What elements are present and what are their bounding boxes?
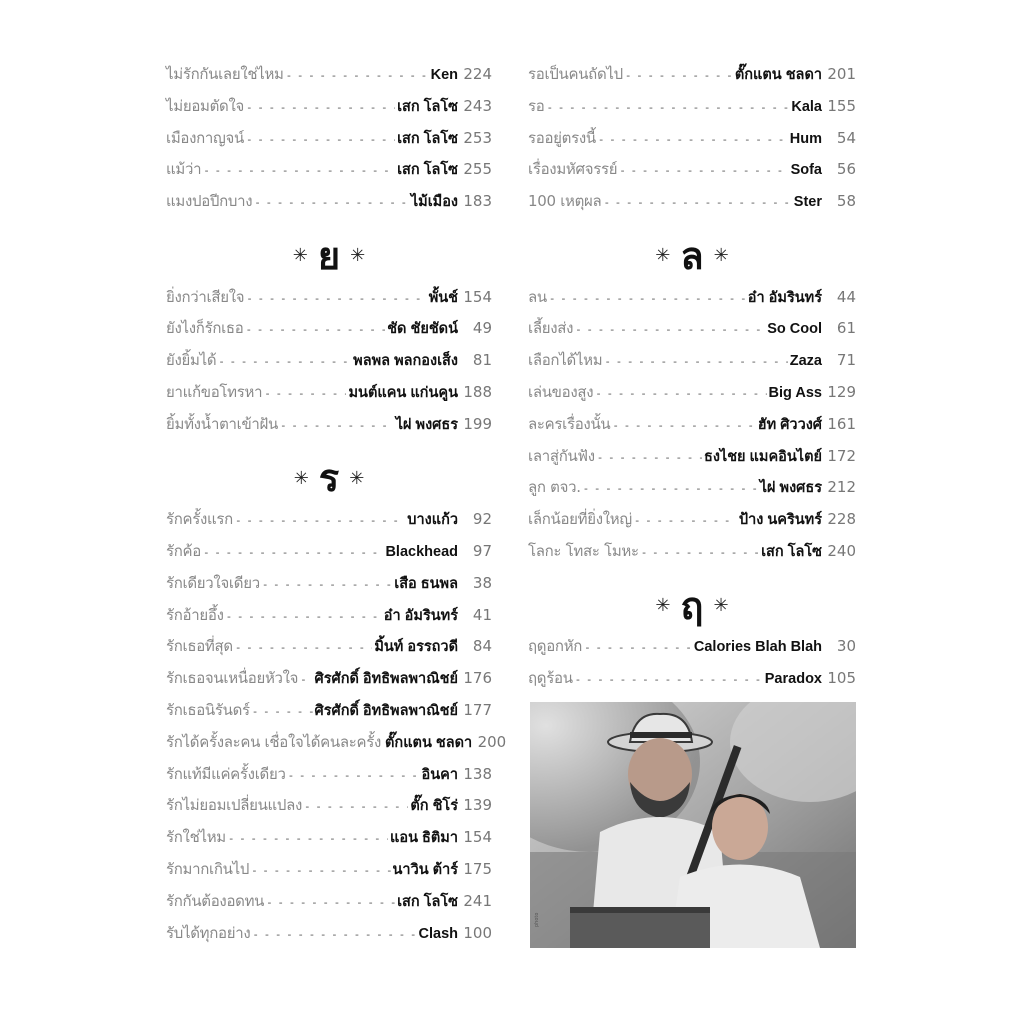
song-title: เมืองกาญจน์ <box>166 128 244 147</box>
dot-leader <box>280 419 394 432</box>
page-number: 200 <box>477 732 507 751</box>
song-title: ลน <box>528 287 547 306</box>
song-title: รออยู่ตรงนี้ <box>528 128 596 147</box>
dot-leader <box>288 769 420 782</box>
dot-leader <box>235 641 372 654</box>
asterisk-icon: ✳ <box>655 595 671 617</box>
artist-name: Ken <box>430 67 458 83</box>
page-number: 212 <box>827 478 856 497</box>
dot-leader <box>228 832 388 845</box>
dot-leader <box>226 610 382 623</box>
page-number: 38 <box>472 573 492 592</box>
dot-leader <box>286 69 429 82</box>
song-title: ฤดูอกหัก <box>528 637 583 656</box>
dot-leader <box>575 323 765 336</box>
song-entry <box>528 634 856 666</box>
song-title: รอ <box>528 96 545 115</box>
artist-name: ศิรศักดิ์ อิทธิพลพาณิชย์ <box>314 671 458 688</box>
page-number: 228 <box>827 510 856 529</box>
artist-name: Blackhead <box>385 543 458 560</box>
song-entry <box>166 698 492 730</box>
song-title: รักใช่ไหม <box>166 828 226 847</box>
dot-leader <box>597 451 702 464</box>
song-entry <box>166 380 492 412</box>
song-title: ไม่ยอมตัดใจ <box>166 96 245 115</box>
dot-leader <box>264 387 346 400</box>
artist-name: ป้าง นครินทร์ <box>738 512 822 529</box>
page-number: 84 <box>472 637 492 656</box>
artist-name: อินคา <box>421 766 458 783</box>
page-number: 188 <box>463 382 492 401</box>
dot-leader <box>598 133 788 146</box>
artist-name: Big Ass <box>768 384 822 401</box>
song-entry <box>528 157 856 189</box>
artist-name: เสก โลโซ <box>397 162 458 179</box>
artist-name: ไผ่ พงศธร <box>759 480 822 497</box>
dot-leader <box>304 800 408 813</box>
artist-name: ศิรศักดิ์ อิทธิพลพาณิชย์ <box>314 702 458 719</box>
song-title: รักค้อ <box>166 541 201 560</box>
dot-leader <box>246 292 426 305</box>
song-title: เลือกได้ไหม <box>528 351 603 370</box>
artist-name: ฮัท ศิววงศ์ <box>757 416 822 433</box>
dot-leader <box>252 928 416 941</box>
page-number: 176 <box>463 669 492 688</box>
artist-name: Paradox <box>764 671 822 688</box>
song-entry <box>528 444 856 476</box>
dot-leader <box>218 355 351 368</box>
dot-leader <box>634 514 737 527</box>
page-number: 243 <box>463 96 492 115</box>
dot-leader <box>619 164 788 177</box>
song-entry <box>166 348 492 380</box>
song-entry <box>528 412 856 444</box>
dot-leader <box>251 864 390 877</box>
song-entry <box>166 157 492 189</box>
song-entry <box>528 666 856 698</box>
section-letter: ล <box>680 233 704 278</box>
page-number: 129 <box>827 382 856 401</box>
page-number: 253 <box>463 128 492 147</box>
song-title: ฤดูร้อน <box>528 669 573 688</box>
page-number: 183 <box>463 192 492 211</box>
artist-name: เสือ ธนพล <box>394 575 458 592</box>
song-entry <box>528 94 856 126</box>
page-number: 161 <box>827 414 856 433</box>
page-number: 58 <box>836 192 856 211</box>
song-title: ลูก ตจว. <box>528 478 581 497</box>
artist-name: เสก โลโซ <box>761 543 822 560</box>
song-entry <box>166 603 492 635</box>
asterisk-icon: ✳ <box>713 245 729 267</box>
song-title: เลาสู่กันฟัง <box>528 446 595 465</box>
page-number: 154 <box>463 287 492 306</box>
song-entry <box>166 889 492 921</box>
section-header <box>166 444 492 508</box>
song-title: รักกันต้องอดทน <box>166 891 265 910</box>
song-title: แม้ว่า <box>166 160 202 179</box>
artist-name: มิ้นท์ อรรถวดี <box>374 639 458 656</box>
dot-leader <box>584 641 692 654</box>
dot-leader <box>612 419 755 432</box>
page-number: 44 <box>836 287 856 306</box>
dot-leader <box>246 323 386 336</box>
dot-leader <box>262 578 392 591</box>
page-number: 240 <box>827 541 856 560</box>
section-letter: ฤ <box>680 583 704 628</box>
song-title: ไม่รักกันเลยใช่ไหม <box>166 65 284 83</box>
page-number: 224 <box>463 65 492 83</box>
song-title: รักแท้มีแค่ครั้งเดียว <box>166 764 286 783</box>
page-number: 41 <box>472 605 492 624</box>
right-column <box>528 62 856 698</box>
song-entry <box>528 189 856 221</box>
artist-name: นาวิน ต้าร์ <box>392 861 458 878</box>
page-number: 175 <box>463 859 492 878</box>
dot-leader <box>254 196 409 209</box>
artist-name: ตั๊กแตน ชลดา <box>734 67 822 83</box>
page-number: 241 <box>463 891 492 910</box>
page-number: 49 <box>472 319 492 338</box>
dot-leader <box>549 292 746 305</box>
page-number: 172 <box>827 446 856 465</box>
artist-name: อ๋า อัมรินทร์ <box>747 289 822 306</box>
dot-leader <box>604 355 787 368</box>
song-entry <box>528 475 856 507</box>
artist-name: พั้นช์ <box>428 289 458 306</box>
asterisk-icon: ✳ <box>293 467 309 489</box>
song-title: รับได้ทุกอย่าง <box>166 923 251 942</box>
song-title: เรื่องมหัศจรรย์ <box>528 160 618 179</box>
song-entry <box>166 571 492 603</box>
section-letter: ร <box>318 456 340 501</box>
dot-leader <box>625 69 733 82</box>
artist-name: เสก โลโซ <box>397 98 458 115</box>
dot-leader <box>203 164 395 177</box>
song-title: รักไม่ยอมเปลี่ยนแปลง <box>166 796 303 815</box>
dot-leader <box>246 101 395 114</box>
artist-name: อ๋า อัมรินทร์ <box>383 607 458 624</box>
song-entry <box>166 793 492 825</box>
page-number: 201 <box>827 65 856 83</box>
page-number: 56 <box>836 160 856 179</box>
dot-leader <box>583 482 758 495</box>
song-title: รักครั้งแรก <box>166 510 233 529</box>
dot-leader <box>595 387 766 400</box>
artist-name: ตั๊กแตน ชลดา <box>385 734 473 751</box>
song-title: รักอ้ายอึ้ง <box>166 605 224 624</box>
song-entry <box>528 62 856 94</box>
song-title: รักเธอที่สุด <box>166 637 233 656</box>
page-number: 81 <box>472 351 492 370</box>
artist-name: Kala <box>791 98 822 115</box>
artist-name: So Cool <box>767 321 822 338</box>
song-title: รักได้ครั้งละคน เชื่อใจได้คนละครั้ง <box>166 732 382 751</box>
page-number: 97 <box>472 541 492 560</box>
artist-name: Zaza <box>789 353 822 370</box>
song-entry <box>166 285 492 317</box>
song-title: โลกะ โทสะ โมหะ <box>528 541 639 560</box>
left-column <box>166 62 507 952</box>
asterisk-icon: ✳ <box>350 245 366 267</box>
asterisk-icon: ✳ <box>349 467 365 489</box>
song-entry <box>166 666 492 698</box>
artist-name: มนต์แคน แก่นคูน <box>348 384 458 401</box>
song-title: เล็กน้อยที่ยิ่งใหญ่ <box>528 510 632 529</box>
asterisk-icon: ✳ <box>713 595 729 617</box>
artist-name: เสก โลโซ <box>397 893 458 910</box>
song-title: รอเป็นคนถัดไป <box>528 65 623 83</box>
song-entry <box>166 634 492 666</box>
photo-illustration <box>530 702 856 948</box>
song-title: ยิ้มทั้งน้ำตาเข้าฝัน <box>166 414 278 433</box>
dot-leader <box>252 705 313 718</box>
artist-name: ชัด ชัยชัดน์ <box>387 321 458 338</box>
asterisk-icon: ✳ <box>655 245 671 267</box>
page-number: 105 <box>827 669 856 688</box>
song-entry <box>166 762 492 794</box>
song-entry <box>528 348 856 380</box>
song-entry <box>166 507 492 539</box>
song-entry <box>528 126 856 158</box>
page-number: 154 <box>463 828 492 847</box>
song-entry <box>166 730 507 762</box>
dot-leader <box>235 514 405 527</box>
song-title: รักเดียวใจเดียว <box>166 573 260 592</box>
song-entry <box>166 126 492 158</box>
svg-text:photo: photo <box>534 912 540 927</box>
page-number: 92 <box>472 510 492 529</box>
artist-name: ธงไชย แมคอินไตย์ <box>703 448 822 465</box>
song-entry <box>166 189 492 221</box>
song-title: ยังยิ้มได้ <box>166 351 217 370</box>
section-header <box>166 221 492 285</box>
dot-leader <box>300 673 312 686</box>
song-entry <box>166 921 492 953</box>
song-title: รักมากเกินไป <box>166 859 250 878</box>
song-title: 100 เหตุผล <box>528 192 602 211</box>
page-number: 138 <box>463 764 492 783</box>
artist-name: Hum <box>789 130 822 147</box>
artist-name: เสก โลโซ <box>397 130 458 147</box>
song-title: ยังไงก็รักเธอ <box>166 319 244 338</box>
song-entry <box>166 62 492 94</box>
artist-name: แอน ธิติมา <box>390 830 458 847</box>
dot-leader <box>266 896 395 909</box>
song-entry <box>166 857 492 889</box>
artist-name: พลพล พลกองเส็ง <box>353 353 458 370</box>
song-title: เลี้ยงส่ง <box>528 319 574 338</box>
artist-name: Calories Blah Blah <box>693 639 822 656</box>
dot-leader <box>203 546 383 559</box>
song-entry <box>528 380 856 412</box>
dot-leader <box>641 546 759 559</box>
artist-name: ไม้เมือง <box>410 194 458 211</box>
section-header <box>528 571 856 635</box>
song-entry <box>166 825 492 857</box>
dot-leader <box>546 101 789 114</box>
song-title: รักเธอจนเหนื่อยหัวใจ <box>166 669 299 688</box>
page-number: 177 <box>463 700 492 719</box>
song-title: ยาแก้ขอโทรหา <box>166 382 263 401</box>
song-title: แมงปอปีกบาง <box>166 192 253 211</box>
song-entry <box>528 507 856 539</box>
page-number: 71 <box>836 351 856 370</box>
page-number: 30 <box>836 637 856 656</box>
dot-leader <box>246 133 395 146</box>
song-title: รักเธอนิรันดร์ <box>166 700 250 719</box>
page-number: 155 <box>827 96 856 115</box>
artist-name: ไผ่ พงศธร <box>395 416 458 433</box>
artist-name: บางแก้ว <box>407 512 458 529</box>
dot-leader <box>575 673 763 686</box>
song-entry <box>528 316 856 348</box>
song-entry <box>166 412 492 444</box>
page-number: 199 <box>463 414 492 433</box>
song-entry <box>166 94 492 126</box>
page-number: 255 <box>463 160 492 179</box>
song-title: ยิ่งกว่าเสียใจ <box>166 287 245 306</box>
dot-leader <box>603 196 791 209</box>
song-title: เล่นของสูง <box>528 382 594 401</box>
artist-name: ตั๊ก ชิโร่ <box>410 798 458 815</box>
asterisk-icon: ✳ <box>292 245 308 267</box>
song-entry <box>166 316 492 348</box>
artist-name: Sofa <box>790 162 822 179</box>
section-header <box>528 221 856 285</box>
song-entry <box>166 539 492 571</box>
page-number: 61 <box>836 319 856 338</box>
page-number: 139 <box>463 796 492 815</box>
artist-name: Clash <box>418 925 458 942</box>
musicians-photo <box>530 702 856 948</box>
song-entry <box>528 285 856 317</box>
page-number: 100 <box>463 923 492 942</box>
song-title: ละครเรื่องนั้น <box>528 414 611 433</box>
song-entry <box>528 539 856 571</box>
section-letter: ย <box>317 233 341 278</box>
artist-name: Ster <box>793 194 822 211</box>
page-number: 54 <box>836 128 856 147</box>
